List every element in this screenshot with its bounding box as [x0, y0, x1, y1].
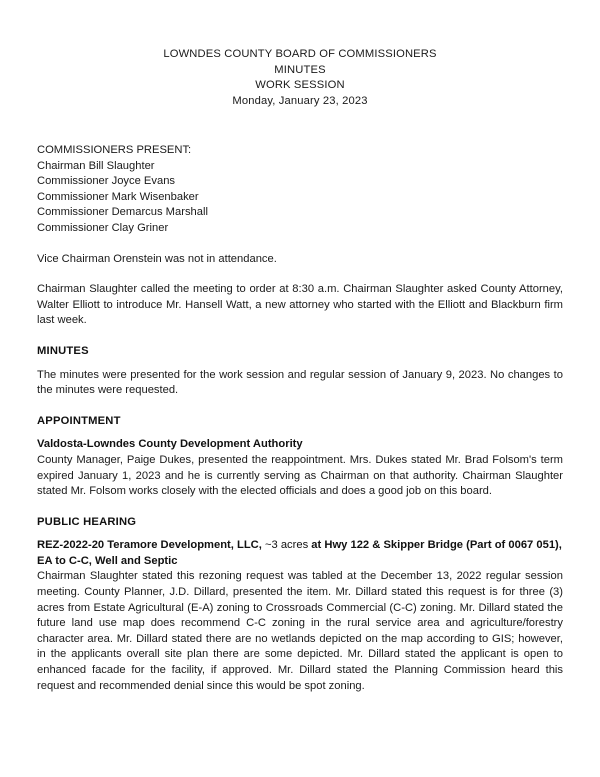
minutes-paragraph: The minutes were presented for the work session and regular session of January 9, 2023. No changes to the minutes were requested.: [37, 368, 563, 397]
attendee-commissioner-3: Commissioner Demarcus Marshall: [37, 206, 208, 219]
header-line-date: Monday, January 23, 2023: [232, 94, 368, 107]
attendee-commissioner-4: Commissioner Clay Griner: [37, 221, 169, 234]
public-hearing-paragraph: Chairman Slaughter stated this rezoning request was tabled at the December 13, 2022 regular session meeting. County Planner, J.D. Dillard, presented the item. Mr. Dillard stated this request is for three (3) acres from Estate Agricultural (E-A) zoning to Crossroads Commercial (C-C) zoning. Mr. Dillard stated the future land use map does recommend C-C zoning in the rural service area and agriculture/forestry character area. Mr. Dillard stated there are no wetlands depicted on the map according to GIS; however, in the applicants overall site plan there are some depicted. Mr. Dillard stated the applicant is open to enhanced facade for the facility, if approved. Mr. Dillard stated the Planning Commission heard this request and recommended denial since this would be spot zoning.: [37, 570, 563, 692]
section-heading-public-hearing: PUBLIC HEARING: [37, 515, 137, 528]
document-header: [37, 47, 563, 109]
header-line-session: WORK SESSION: [255, 79, 345, 91]
attendance-label: COMMISSIONERS PRESENT:: [37, 144, 192, 156]
attendee-commissioner-1: Commissioner Joyce Evans: [37, 175, 176, 188]
attendee-commissioner-2: Commissioner Mark Wisenbaker: [37, 190, 199, 203]
rezoning-item-heading-part1: REZ-2022-20 Teramore Development, LLC,: [37, 539, 265, 552]
call-to-order-paragraph: Chairman Slaughter called the meeting to order at 8:30 a.m. Chairman Slaughter asked County Attorney, Walter Elliott to introduce Mr. Hansell Watt, a new attorney who started with the Elliott and Blackburn firm last week.: [37, 283, 563, 327]
attendance-roster: [37, 143, 563, 237]
rezoning-item-heading-part2: at Hwy 122 & Skipper Bridge (Part of 0067 051), EA to C-C, Well and Septic: [37, 539, 562, 567]
rezoning-item-heading: [37, 538, 563, 569]
header-line-organization: LOWNDES COUNTY BOARD OF COMMISSIONERS: [163, 48, 437, 60]
attendee-chairman: Chairman Bill Slaughter: [37, 159, 155, 172]
rezoning-item-acreage: ~3 acres: [264, 539, 309, 552]
appointment-subheading: Valdosta-Lowndes County Development Authority: [37, 438, 303, 451]
absence-note: Vice Chairman Orenstein was not in attendance.: [37, 252, 277, 265]
section-heading-minutes: MINUTES: [37, 344, 89, 357]
section-heading-appointment: APPOINTMENT: [37, 414, 121, 427]
appointment-paragraph: County Manager, Paige Dukes, presented the reappointment. Mrs. Dukes stated Mr. Brad Folsom's term expired January 1, 2023 and he is currently serving as Chairman on that authority. Chairman Slaughter stated Mr. Folsom works closely with the elected officials and does a good job on this board.: [37, 453, 563, 498]
header-line-doctype: MINUTES: [274, 63, 326, 76]
